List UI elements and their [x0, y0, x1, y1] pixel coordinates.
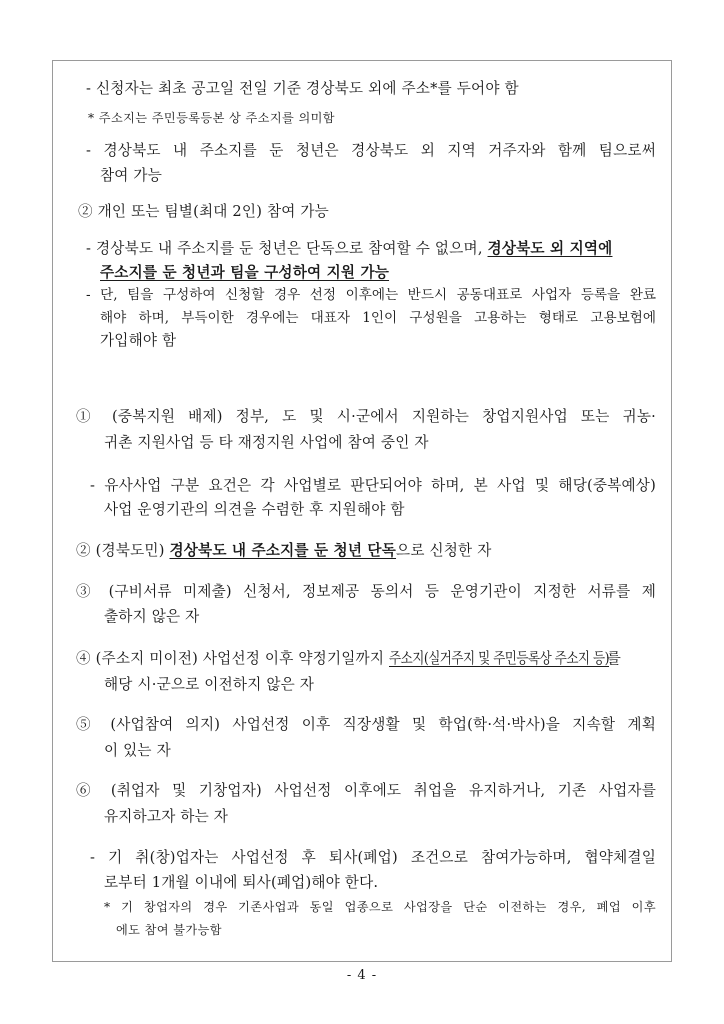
item-6-footnote-line-2: 에도 참여 불가능함	[116, 923, 222, 937]
item-4-line-1	[76, 647, 621, 668]
item-3-line-2: 출하지 않은 자	[104, 608, 200, 625]
item-6-note-line-2: 로부터 1개월 이내에 퇴사(폐업)해야 한다.	[104, 874, 379, 891]
line-6-text: - 경상북도 내 주소지를 둔 청년은 단독으로 참여할 수 없으며,	[86, 240, 488, 257]
item-1-line-1: ① (중복지원 배제) 정부, 도 및 시·군에서 지원하는 창업지원사업 또는 귀농·	[76, 408, 656, 425]
item-6-line-2: 유지하고자 하는 자	[104, 808, 229, 825]
note-1: * 주소지는 주민등록등본 상 주소지를 의미함	[88, 111, 335, 125]
item-1-note-line-2: 사업 운영기관의 의견을 수렴한 후 지원해야 함	[104, 501, 405, 518]
item-5-line-1: ⑤ (사업참여 의지) 사업선정 이후 직장생활 및 학업(학·석·박사)을 지속할 계획	[76, 716, 656, 733]
item-1-note-line-1: - 유사사업 구분 요건은 각 사업별로 판단되어야 하며, 본 사업 및 해당(중복예상)	[90, 477, 656, 494]
item-1-line-2: 귀촌 지원사업 등 타 재정지원 사업에 참여 중인 자	[104, 434, 429, 451]
line-10: 가입해야 함	[100, 332, 177, 349]
item-6-footnote-line-1: * 기 창업자의 경우 기존사업과 동일 업종으로 사업장을 단순 이전하는 경우, 폐업 이후	[104, 900, 656, 914]
line-9: 해야 하며, 부득이한 경우에는 대표자 1인이 구성원을 고용하는 형태로 고용보험에	[100, 310, 656, 326]
line-3: - 경상북도 내 주소지를 둔 청년은 경상북도 외 지역 거주자와 함께 팀으로써	[86, 142, 656, 159]
item-4-tail: 를	[606, 650, 622, 667]
line-5: ② 개인 또는 팀별(최대 2인) 참여 가능	[78, 203, 329, 220]
item-2-tail: 으로 신청한 자	[396, 542, 492, 559]
line-8: - 단, 팀을 구성하여 신청할 경우 선정 이후에는 반드시 공동대표로 사업자 등록을 완료	[86, 287, 656, 303]
item-2-emphasis: 경상북도 내 주소지를 둔 청년 단독	[169, 542, 397, 559]
line-4: 참여 가능	[100, 167, 163, 184]
item-3-line-1: ③ (구비서류 미제출) 신청서, 정보제공 동의서 등 운영기관이 지정한 서류를 제	[76, 583, 656, 600]
line-6-emphasis: 경상북도 외 지역에	[487, 240, 613, 257]
line-1: - 신청자는 최초 공고일 전일 기준 경상북도 외에 주소*를 두어야 함	[86, 80, 519, 97]
item-6-line-1: ⑥ (취업자 및 기창업자) 사업선정 이후에도 취업을 유지하거나, 기존 사업자를	[76, 782, 656, 799]
item-4-label: ④ (주소지 미이전) 사업선정 이후 약정기일까지	[76, 650, 389, 667]
line-6	[86, 237, 612, 258]
page-number: - 4 -	[346, 968, 378, 983]
item-6-note-line-1: - 기 취(창)업자는 사업선정 후 퇴사(폐업) 조건으로 참여가능하며, 협약체결일	[90, 849, 656, 866]
item-4-line-2: 해당 시·군으로 이전하지 않은 자	[104, 676, 315, 693]
item-4-emphasis: 주소지(실거주지 및 주민등록상 주소지 등)	[388, 650, 609, 667]
item-5-line-2: 이 있는 자	[104, 742, 171, 759]
item-2	[76, 539, 492, 560]
item-2-label: ② (경북도민)	[76, 542, 170, 559]
line-7: 주소지를 둔 청년과 팀을 구성하여 지원 가능	[100, 264, 390, 281]
